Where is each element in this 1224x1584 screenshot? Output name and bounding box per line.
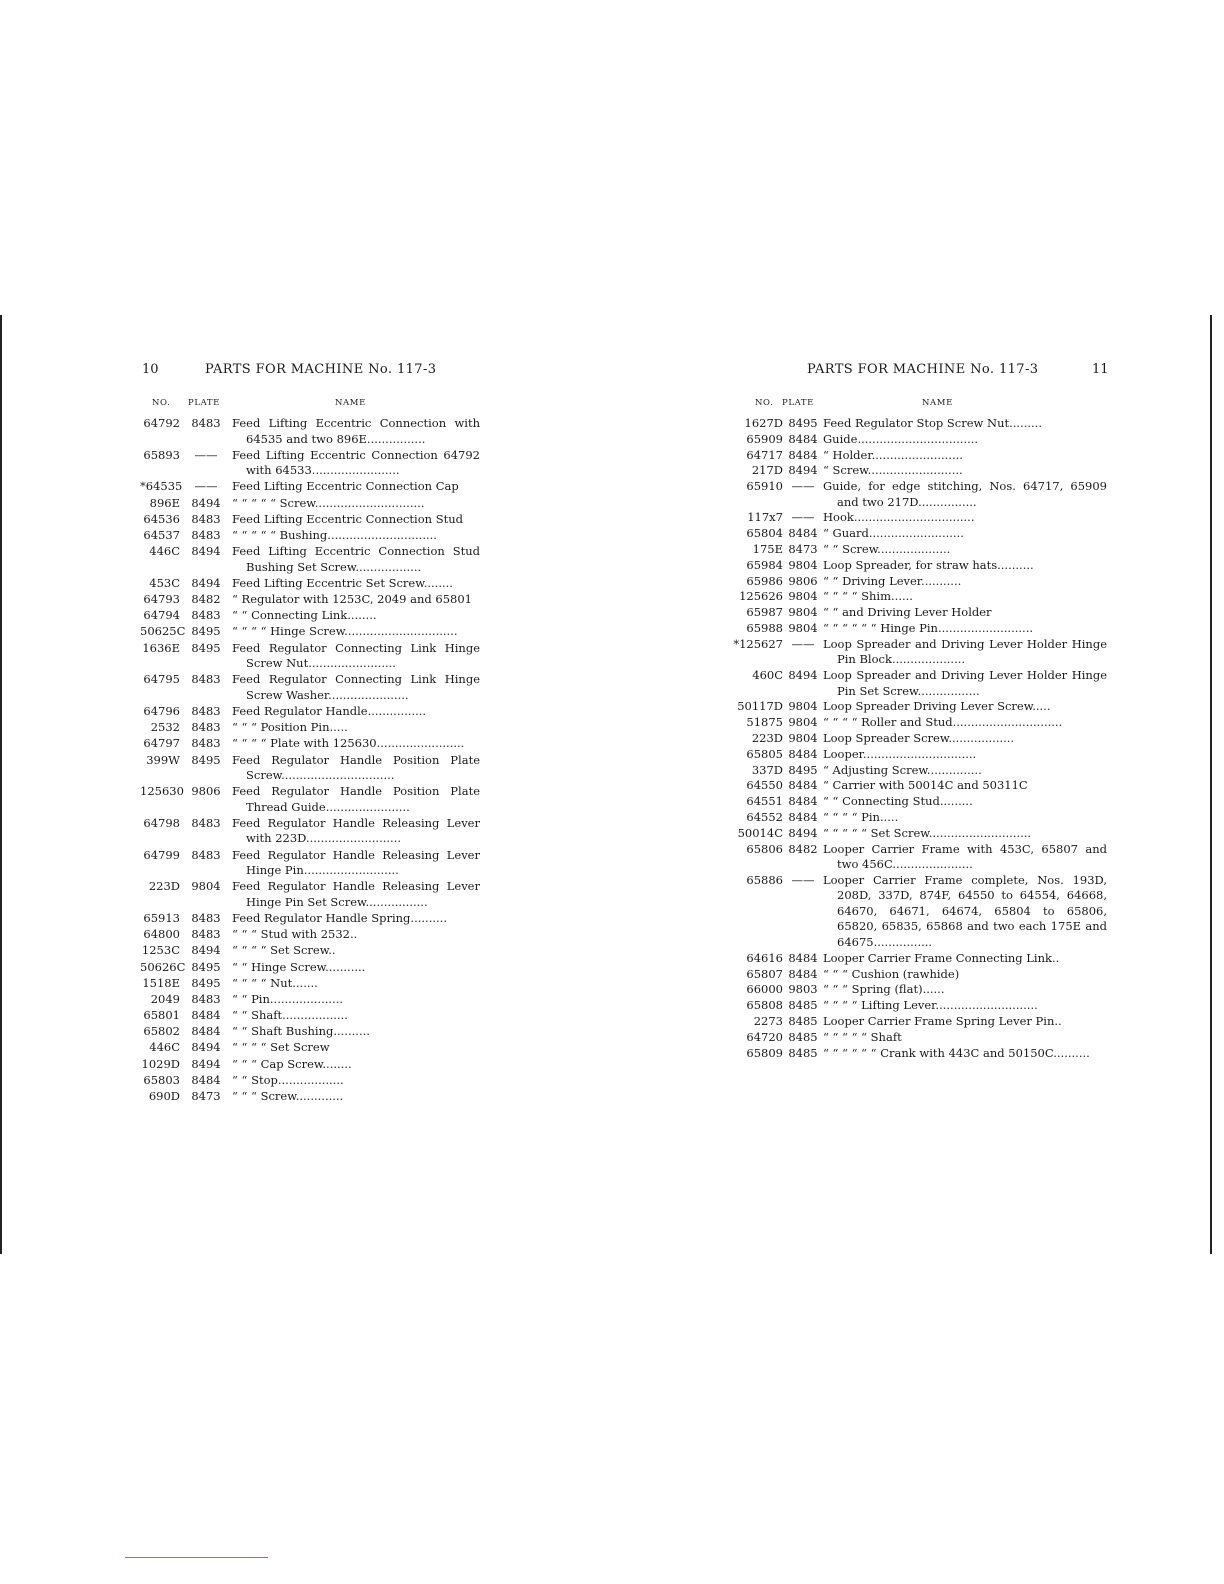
part-number: 223D bbox=[751, 731, 783, 746]
part-number: 64717 bbox=[746, 447, 783, 462]
part-number: 65910 bbox=[746, 479, 783, 494]
page-title: PARTS FOR MACHINE No. 117-3 bbox=[807, 362, 1039, 377]
part-name: “ Adjusting Screw............... bbox=[823, 762, 982, 777]
part-name: “ “ “ “ Hinge Screw............................... bbox=[232, 624, 458, 639]
part-entry bbox=[140, 1008, 480, 1024]
part-number: 65807 bbox=[746, 966, 783, 981]
part-number: 65893 bbox=[143, 447, 180, 462]
part-entry bbox=[140, 848, 480, 879]
part-number: 66000 bbox=[746, 982, 783, 997]
part-name: “ “ “ Screw............. bbox=[232, 1089, 344, 1103]
part-number: 64797 bbox=[143, 736, 180, 751]
plate-number: 8484 bbox=[788, 526, 818, 541]
plate-number: 8482 bbox=[191, 592, 221, 606]
part-entry bbox=[727, 574, 1107, 590]
column-headers bbox=[727, 398, 1107, 416]
part-entry bbox=[140, 528, 480, 544]
part-number: 65809 bbox=[746, 1045, 783, 1060]
part-number: 2532 bbox=[150, 720, 180, 735]
page-header bbox=[727, 362, 1107, 382]
part-name: “ “ “ “ Plate with 125630........................ bbox=[232, 736, 465, 751]
part-entry bbox=[140, 1024, 480, 1040]
plate-number: 8483 bbox=[191, 511, 221, 526]
part-number: 50117D bbox=[737, 699, 783, 714]
scan-edge-right bbox=[1210, 315, 1212, 1254]
plate-number: 8483 bbox=[191, 910, 221, 925]
part-name: “ “ “ Spring (flat)...... bbox=[823, 982, 945, 997]
part-entry bbox=[727, 715, 1107, 731]
part-entry bbox=[140, 720, 480, 736]
plate-number: 9804 bbox=[788, 715, 818, 730]
part-name: Feed Lifting Eccentric Connection Stud Bushing Set Screw.................. bbox=[232, 544, 480, 574]
part-number: 65909 bbox=[746, 431, 783, 446]
part-name: “ “ “ “ Nut....... bbox=[232, 975, 318, 990]
part-number: 125626 bbox=[739, 589, 783, 604]
part-number: 1029D bbox=[141, 1056, 180, 1071]
part-entry bbox=[140, 911, 480, 927]
part-number: 65803 bbox=[143, 1072, 180, 1087]
part-name: “ “ Hinge Screw........... bbox=[232, 959, 366, 974]
plate-number: 8495 bbox=[191, 975, 221, 990]
part-entry bbox=[727, 763, 1107, 779]
part-entry bbox=[140, 943, 480, 959]
part-entry bbox=[140, 479, 480, 495]
part-name: Looper............................... bbox=[823, 746, 977, 761]
part-entry bbox=[140, 704, 480, 720]
part-entry bbox=[140, 1040, 480, 1056]
corner-rule bbox=[125, 1557, 268, 1558]
part-entry bbox=[727, 699, 1107, 715]
part-entry bbox=[727, 589, 1107, 605]
part-number: 2273 bbox=[753, 1013, 783, 1028]
part-name: Feed Regulator Connecting Link Hinge Screw Washer...................... bbox=[232, 672, 480, 702]
part-number: 65886 bbox=[746, 872, 783, 887]
part-name: “ “ and Driving Lever Holder bbox=[823, 605, 992, 620]
plate-number: 8484 bbox=[191, 1072, 221, 1087]
part-name: “ “ Driving Lever........... bbox=[823, 573, 962, 588]
part-entry bbox=[140, 992, 480, 1008]
plate-number: —— bbox=[791, 872, 815, 887]
plate-number: —— bbox=[194, 479, 218, 494]
part-number: 64616 bbox=[746, 950, 783, 965]
part-entry bbox=[140, 496, 480, 512]
scan-edge-left bbox=[0, 315, 2, 1254]
part-name: “ “ “ “ Shim...... bbox=[823, 589, 913, 604]
part-number: 125630 bbox=[140, 784, 184, 799]
column-headers bbox=[140, 398, 480, 416]
part-entry bbox=[727, 967, 1107, 983]
part-number: 2049 bbox=[150, 991, 180, 1006]
part-number: 175E bbox=[752, 542, 783, 557]
parts-list bbox=[727, 416, 1107, 1061]
part-number: 64552 bbox=[746, 810, 783, 825]
column-header-no: NO. bbox=[755, 398, 774, 408]
part-entry bbox=[140, 544, 480, 575]
page-header bbox=[140, 362, 480, 382]
part-name: “ “ Screw.................... bbox=[823, 542, 951, 557]
part-name: “ “ Shaft Bushing.......... bbox=[232, 1024, 370, 1039]
plate-number: 8494 bbox=[191, 1056, 221, 1071]
plate-number: 9804 bbox=[191, 879, 221, 894]
plate-number: 8495 bbox=[191, 752, 221, 767]
part-entry bbox=[727, 526, 1107, 542]
part-name: “ “ “ “ Lifting Lever............................ bbox=[823, 998, 1038, 1013]
plate-number: 8473 bbox=[788, 542, 818, 557]
part-number: 65913 bbox=[143, 910, 180, 925]
plate-number: 8495 bbox=[191, 959, 221, 974]
part-name: Feed Lifting Eccentric Connection 64792 with 64533........................ bbox=[232, 447, 480, 478]
plate-number: 9804 bbox=[788, 605, 818, 620]
part-entry bbox=[727, 826, 1107, 842]
plate-number: 8484 bbox=[788, 778, 818, 793]
part-entry bbox=[140, 816, 480, 847]
part-name: “ “ “ “ Roller and Stud.............................. bbox=[823, 715, 1063, 730]
part-number: 64799 bbox=[143, 847, 180, 862]
part-name: “ “ “ “ Set Screw bbox=[232, 1040, 330, 1055]
plate-number: 8495 bbox=[788, 762, 818, 777]
part-name: Feed Regulator Handle Position Plate Screw............................... bbox=[232, 752, 480, 782]
part-entry bbox=[140, 1057, 480, 1073]
plate-number: 8484 bbox=[788, 746, 818, 761]
part-name: “ “ “ “ Pin..... bbox=[823, 810, 899, 825]
part-name: “ “ “ “ “ Set Screw............................ bbox=[823, 825, 1032, 840]
part-number: 65987 bbox=[746, 605, 783, 620]
plate-number: 8494 bbox=[191, 495, 221, 510]
plate-number: 8484 bbox=[191, 1024, 221, 1039]
part-name: Loop Spreader and Driving Lever Holder Hinge Pin Set Screw................. bbox=[823, 668, 1107, 698]
part-entry bbox=[140, 592, 480, 608]
plate-number: 8483 bbox=[191, 991, 221, 1006]
part-number: 64798 bbox=[143, 815, 180, 830]
part-entry bbox=[140, 416, 480, 447]
plate-number: 8494 bbox=[788, 668, 818, 683]
part-entry bbox=[727, 542, 1107, 558]
part-entry bbox=[140, 576, 480, 592]
plate-number: —— bbox=[791, 479, 815, 494]
part-entry bbox=[140, 512, 480, 528]
plate-number: 8494 bbox=[788, 463, 818, 478]
part-name: “ “ “ Cap Screw........ bbox=[232, 1056, 352, 1071]
part-number: 1518E bbox=[142, 975, 180, 990]
part-entry bbox=[727, 605, 1107, 621]
part-number: 64536 bbox=[143, 511, 180, 526]
plate-number: 8495 bbox=[191, 624, 221, 639]
plate-number: 8495 bbox=[788, 416, 818, 430]
part-name: “ “ Stop.................. bbox=[232, 1072, 344, 1087]
part-entry bbox=[727, 1046, 1107, 1062]
part-name: Feed Regulator Handle Releasing Lever with 223D.......................... bbox=[232, 815, 480, 846]
part-name: Looper Carrier Frame complete, Nos. 193D, 208D, 337D, 874F, 64550 to 64554, 64668, 64670, 64671, 64674, 65804 to 65806, 65820, 65835, 65868 and two each 175E and 64675................ bbox=[823, 872, 1107, 949]
part-number: 117x7 bbox=[747, 510, 783, 525]
part-entry bbox=[727, 1030, 1107, 1046]
part-entry bbox=[727, 637, 1107, 668]
part-number: 460C bbox=[752, 668, 783, 683]
part-name: “ “ “ “ “ Shaft bbox=[823, 1029, 902, 1044]
plate-number: 8484 bbox=[788, 794, 818, 809]
part-number: *64535 bbox=[140, 479, 183, 494]
plate-number: 8483 bbox=[191, 736, 221, 751]
part-name: Feed Regulator Handle Position Plate Thread Guide....................... bbox=[232, 784, 480, 814]
part-number: 64793 bbox=[143, 592, 180, 606]
part-name: Loop Spreader, for straw hats.......... bbox=[823, 557, 1034, 572]
part-name: Feed Lifting Eccentric Connection Cap bbox=[232, 479, 459, 494]
part-entry bbox=[140, 753, 480, 784]
part-name: Feed Regulator Stop Screw Nut......... bbox=[823, 416, 1042, 430]
part-name: Feed Regulator Handle Spring.......... bbox=[232, 910, 447, 925]
plate-number: 8483 bbox=[191, 815, 221, 830]
plate-number: 8494 bbox=[191, 544, 221, 559]
part-entry bbox=[140, 879, 480, 910]
part-entry bbox=[727, 416, 1107, 432]
part-number: 64551 bbox=[746, 794, 783, 809]
part-name: “ “ “ Position Pin..... bbox=[232, 720, 348, 735]
part-name: Loop Spreader Screw.................. bbox=[823, 731, 1015, 746]
part-entry bbox=[727, 998, 1107, 1014]
part-number: 50014C bbox=[737, 825, 783, 840]
part-name: “ “ “ Stud with 2532.. bbox=[232, 927, 358, 942]
part-entry bbox=[727, 731, 1107, 747]
page-number: 11 bbox=[1092, 362, 1109, 377]
plate-number: 9806 bbox=[191, 784, 221, 799]
part-number: 65988 bbox=[746, 621, 783, 636]
plate-number: 9804 bbox=[788, 557, 818, 572]
part-entry bbox=[140, 784, 480, 815]
part-entry bbox=[140, 1089, 480, 1105]
part-entry bbox=[140, 736, 480, 752]
part-number: 65801 bbox=[143, 1008, 180, 1023]
part-number: 896E bbox=[149, 495, 180, 510]
part-name: “ Regulator with 1253C, 2049 and 65801 bbox=[232, 592, 472, 606]
part-number: 50626C bbox=[140, 959, 186, 974]
left-page bbox=[140, 362, 480, 1105]
part-name: Loop Spreader Driving Lever Screw..... bbox=[823, 699, 1051, 714]
part-name: Feed Regulator Handle Releasing Lever Hinge Pin.......................... bbox=[232, 847, 480, 878]
part-number: 65806 bbox=[746, 841, 783, 856]
plate-number: 8485 bbox=[788, 998, 818, 1013]
plate-number: 9804 bbox=[788, 731, 818, 746]
page-title: PARTS FOR MACHINE No. 117-3 bbox=[205, 362, 437, 377]
plate-number: 8484 bbox=[788, 810, 818, 825]
part-name: Feed Regulator Handle................ bbox=[232, 703, 427, 718]
plate-number: 9804 bbox=[788, 621, 818, 636]
part-number: 65986 bbox=[746, 573, 783, 588]
part-entry bbox=[140, 624, 480, 640]
column-header-name: NAME bbox=[335, 398, 366, 408]
part-number: 64537 bbox=[143, 527, 180, 542]
part-number: *125627 bbox=[733, 636, 783, 651]
part-entry bbox=[727, 621, 1107, 637]
plate-number: 8495 bbox=[191, 640, 221, 655]
part-entry bbox=[727, 479, 1107, 510]
part-number: 453C bbox=[149, 575, 180, 590]
parts-list bbox=[140, 416, 480, 1105]
part-entry bbox=[727, 873, 1107, 951]
part-number: 64795 bbox=[143, 672, 180, 687]
part-number: 64720 bbox=[746, 1029, 783, 1044]
part-number: 65802 bbox=[143, 1024, 180, 1039]
plate-number: 9804 bbox=[788, 699, 818, 714]
plate-number: 8494 bbox=[191, 943, 221, 958]
part-entry bbox=[140, 927, 480, 943]
part-name: “ “ “ “ “ “ Hinge Pin.......................... bbox=[823, 621, 1034, 636]
part-entry bbox=[140, 1073, 480, 1089]
part-number: 1253C bbox=[141, 943, 180, 958]
plate-number: 8483 bbox=[191, 608, 221, 623]
part-name: Feed Regulator Connecting Link Hinge Screw Nut........................ bbox=[232, 640, 480, 671]
part-number: 64550 bbox=[746, 778, 783, 793]
part-name: “ Carrier with 50014C and 50311C bbox=[823, 778, 1028, 793]
part-name: Looper Carrier Frame with 453C, 65807 and two 456C...................... bbox=[823, 841, 1107, 872]
part-number: 1627D bbox=[744, 416, 783, 430]
part-name: Looper Carrier Frame Connecting Link.. bbox=[823, 950, 1060, 965]
part-name: Feed Lifting Eccentric Connection Stud bbox=[232, 511, 463, 526]
part-entry bbox=[727, 810, 1107, 826]
column-header-plate: PLATE bbox=[782, 398, 814, 408]
part-number: 65808 bbox=[746, 998, 783, 1013]
plate-number: —— bbox=[194, 447, 218, 462]
plate-number: 8484 bbox=[788, 950, 818, 965]
column-header-plate: PLATE bbox=[188, 398, 220, 408]
part-number: 64800 bbox=[143, 927, 180, 942]
part-entry bbox=[140, 672, 480, 703]
plate-number: 8483 bbox=[191, 672, 221, 687]
plate-number: 8485 bbox=[788, 1029, 818, 1044]
part-entry bbox=[727, 842, 1107, 873]
part-entry bbox=[727, 794, 1107, 810]
part-name: “ “ “ Cushion (rawhide) bbox=[823, 966, 960, 981]
plate-number: 8482 bbox=[788, 841, 818, 856]
part-entry bbox=[727, 778, 1107, 794]
part-entry bbox=[727, 1014, 1107, 1030]
part-entry bbox=[140, 976, 480, 992]
part-number: 64796 bbox=[143, 703, 180, 718]
part-entry bbox=[140, 448, 480, 479]
part-number: 223D bbox=[148, 879, 180, 894]
plate-number: 8485 bbox=[788, 1045, 818, 1060]
part-name: “ “ Pin.................... bbox=[232, 991, 344, 1006]
part-name: “ “ Shaft.................. bbox=[232, 1008, 348, 1023]
part-number: 690D bbox=[148, 1089, 180, 1103]
right-page bbox=[727, 362, 1107, 1061]
part-entry bbox=[140, 960, 480, 976]
part-name: Looper Carrier Frame Spring Lever Pin.. bbox=[823, 1013, 1062, 1028]
part-number: 446C bbox=[149, 1040, 180, 1055]
part-name: “ “ “ “ “ “ Crank with 443C and 50150C.......... bbox=[823, 1045, 1090, 1060]
plate-number: 8494 bbox=[191, 1040, 221, 1055]
column-header-name: NAME bbox=[922, 398, 953, 408]
plate-number: 8483 bbox=[191, 416, 221, 430]
part-name: “ Screw.......................... bbox=[823, 463, 963, 478]
part-entry bbox=[727, 432, 1107, 448]
part-name: “ “ “ “ “ Screw.............................. bbox=[232, 495, 425, 510]
part-number: 217D bbox=[751, 463, 783, 478]
part-name: Feed Regulator Handle Releasing Lever Hinge Pin Set Screw................. bbox=[232, 879, 480, 909]
part-number: 446C bbox=[149, 544, 180, 559]
part-number: 65984 bbox=[746, 557, 783, 572]
part-name: Hook................................. bbox=[823, 510, 975, 525]
part-name: Guide................................. bbox=[823, 431, 979, 446]
part-entry bbox=[727, 448, 1107, 464]
part-number: 65805 bbox=[746, 746, 783, 761]
part-number: 1636E bbox=[142, 640, 180, 655]
plate-number: 9804 bbox=[788, 589, 818, 604]
part-entry bbox=[727, 747, 1107, 763]
part-number: 65804 bbox=[746, 526, 783, 541]
part-name: “ Holder......................... bbox=[823, 447, 963, 462]
plate-number: 8483 bbox=[191, 927, 221, 942]
part-name: “ “ “ “ Set Screw.. bbox=[232, 943, 336, 958]
part-name: “ “ “ “ “ Bushing.............................. bbox=[232, 527, 437, 542]
part-name: Guide, for edge stitching, Nos. 64717, 65909 and two 217D................ bbox=[823, 479, 1107, 509]
part-entry bbox=[140, 608, 480, 624]
page-number: 10 bbox=[142, 362, 159, 377]
plate-number: 9803 bbox=[788, 982, 818, 997]
part-name: Feed Lifting Eccentric Connection with 64535 and two 896E................ bbox=[232, 416, 480, 446]
part-number: 64792 bbox=[143, 416, 180, 430]
part-entry bbox=[727, 510, 1107, 526]
plate-number: 8484 bbox=[788, 447, 818, 462]
part-entry bbox=[140, 641, 480, 672]
part-entry bbox=[727, 558, 1107, 574]
part-name: Loop Spreader and Driving Lever Holder Hinge Pin Block.................... bbox=[823, 636, 1107, 667]
plate-number: 8485 bbox=[788, 1013, 818, 1028]
plate-number: 8484 bbox=[788, 431, 818, 446]
part-number: 337D bbox=[751, 762, 783, 777]
part-name: Feed Lifting Eccentric Set Screw........ bbox=[232, 575, 453, 590]
plate-number: 8494 bbox=[191, 575, 221, 590]
plate-number: 8484 bbox=[788, 966, 818, 981]
plate-number: 8483 bbox=[191, 703, 221, 718]
plate-number: 8473 bbox=[191, 1089, 221, 1103]
part-entry bbox=[727, 463, 1107, 479]
plate-number: 8483 bbox=[191, 527, 221, 542]
column-header-no: NO. bbox=[152, 398, 171, 408]
part-number: 399W bbox=[146, 752, 180, 767]
plate-number: —— bbox=[791, 510, 815, 525]
plate-number: 8483 bbox=[191, 847, 221, 862]
part-number: 64794 bbox=[143, 608, 180, 623]
plate-number: 8494 bbox=[788, 825, 818, 840]
part-name: “ “ Connecting Link........ bbox=[232, 608, 377, 623]
part-name: “ Guard.......................... bbox=[823, 526, 964, 541]
part-entry bbox=[727, 982, 1107, 998]
part-number: 50625C bbox=[140, 624, 186, 639]
plate-number: 9806 bbox=[788, 573, 818, 588]
plate-number: 8483 bbox=[191, 720, 221, 735]
part-name: “ “ Connecting Stud......... bbox=[823, 794, 973, 809]
part-number: 51875 bbox=[746, 715, 783, 730]
part-entry bbox=[727, 951, 1107, 967]
plate-number: —— bbox=[791, 636, 815, 651]
plate-number: 8484 bbox=[191, 1008, 221, 1023]
part-entry bbox=[727, 668, 1107, 699]
